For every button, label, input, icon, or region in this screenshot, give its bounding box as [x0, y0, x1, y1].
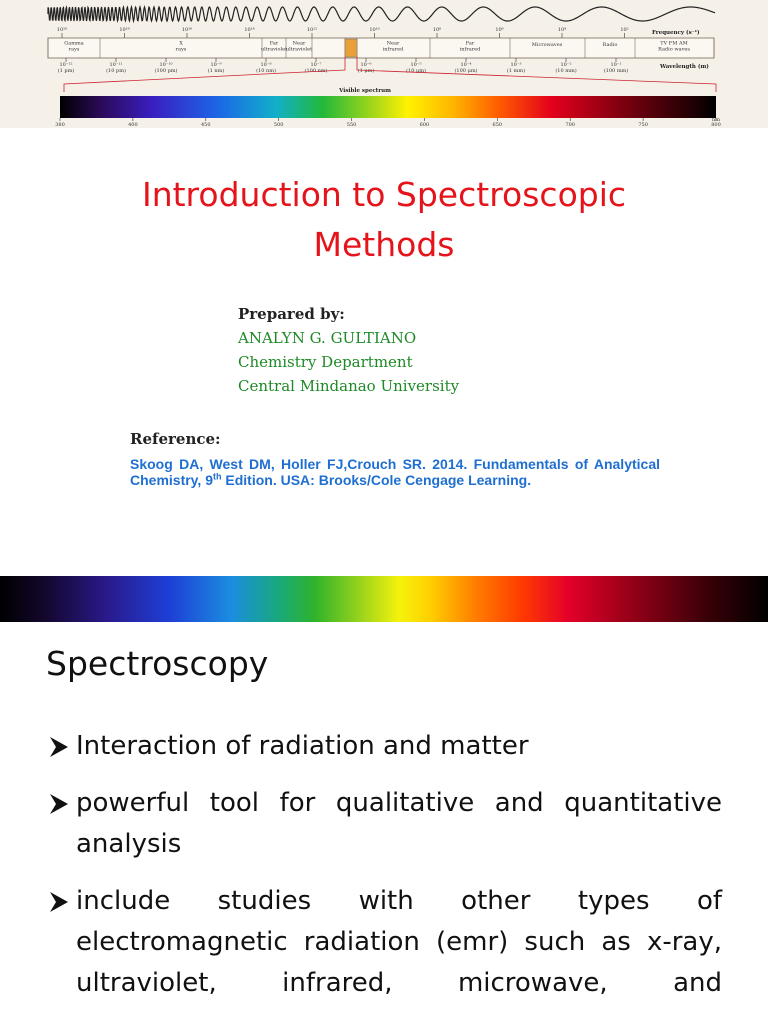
author-university: Central Mindanao University	[238, 377, 460, 395]
wavelength-tick-sublabel: (10 μm)	[406, 68, 426, 74]
prepared-by-label: Prepared by:	[238, 305, 345, 323]
region-label: Radio	[602, 42, 618, 48]
wavelength-tick-sublabel: (100 nm)	[304, 68, 328, 74]
region-label: ultraviolet	[260, 46, 288, 53]
wavelength-tick-label: 10⁻⁶	[360, 62, 372, 68]
reference-label: Reference:	[130, 430, 221, 448]
region-label: Near	[292, 40, 306, 47]
visible-tick-label: 600	[419, 122, 430, 128]
wavelength-tick-sublabel: (10 nm)	[256, 68, 276, 74]
wavelength-tick-label: 10⁻³	[510, 62, 522, 68]
wavelength-tick-label: 10⁻⁷	[310, 62, 322, 68]
spectroscopy-slide	[0, 576, 768, 1024]
region-label: X	[179, 40, 183, 47]
wavelength-tick-label: 10⁻¹²	[59, 62, 73, 68]
frequency-tick-label: 10¹⁸	[119, 27, 130, 33]
visible-spectrum-label: Visible spectrum	[339, 88, 391, 94]
wavelength-axis-label: Wavelength (m)	[660, 64, 709, 70]
wavelength-tick-sublabel: (100 pm)	[154, 68, 178, 74]
wavelength-axis	[58, 58, 629, 74]
wavelength-tick-sublabel: (100 mm)	[603, 68, 629, 74]
visible-tick-label: 750	[638, 122, 648, 128]
bullet-text: include studies with other types of electromagnetic radiation (emr) such as x-ray, ultraviolet, infrared, microwave, and	[76, 886, 722, 998]
region-label: Radio waves	[658, 46, 690, 53]
reference-text	[130, 456, 660, 488]
visible-unit-label: nm	[712, 117, 720, 123]
frequency-axis	[57, 27, 629, 38]
visible-region-marker	[345, 39, 357, 57]
wavelength-tick-label: 10⁻¹¹	[109, 62, 123, 68]
region-label: Far	[269, 40, 279, 47]
reference-superscript: th	[213, 471, 222, 482]
wavelength-tick-label: 10⁻⁴	[460, 62, 472, 68]
title-line-2: Methods	[313, 225, 455, 264]
em-spectrum-figure	[0, 0, 768, 128]
frequency-tick-label: 10⁸	[432, 27, 442, 33]
bullet-item	[46, 881, 722, 1004]
visible-tick-label: 650	[492, 122, 503, 128]
frequency-tick-label: 10¹⁴	[244, 27, 255, 33]
frequency-tick-label: 10¹⁰	[369, 27, 380, 33]
wavelength-tick-sublabel: (10 mm)	[555, 68, 577, 74]
wavelength-tick-sublabel: (100 μm)	[454, 68, 478, 74]
visible-spectrum-bar	[60, 96, 716, 118]
em-spectrum-diagram	[0, 0, 768, 128]
region-label: Microwaves	[531, 42, 563, 48]
region-label: rays	[68, 46, 80, 53]
visible-tick-label: 380	[55, 122, 65, 128]
wavelength-tick-label: 10⁻²	[560, 62, 572, 68]
reference-text-part-2: Edition. USA: Brooks/Cole Cengage Learning.	[221, 472, 532, 488]
author-department: Chemistry Department	[238, 353, 413, 371]
frequency-tick-label: 10⁴	[557, 27, 567, 33]
author-block	[238, 302, 459, 398]
frequency-tick-label: 10²	[620, 27, 629, 33]
visible-spectrum-axis	[55, 117, 721, 128]
wavelength-tick-label: 10⁻⁵	[410, 62, 422, 68]
region-label: Near	[386, 40, 400, 47]
wavelength-tick-sublabel: (1 pm)	[57, 68, 75, 74]
reference-text-part-1: Skoog DA, West DM, Holler FJ,Crouch SR. 2014. Fundamentals of Analytical Chemistry, 9	[130, 456, 660, 488]
presentation-title	[40, 170, 728, 270]
frequency-tick-label: 10⁶	[495, 27, 504, 33]
wavelength-tick-sublabel: (1 nm)	[207, 68, 225, 74]
arrow-bullet-icon	[46, 881, 74, 922]
author-name: ANALYN G. GULTIANO	[238, 329, 417, 347]
reference-block	[130, 430, 660, 488]
wavelength-tick-sublabel: (1 μm)	[357, 68, 375, 74]
wavelength-tick-label: 10⁻¹⁰	[159, 62, 173, 68]
visible-tick-label: 450	[201, 122, 211, 128]
region-label: rays	[175, 46, 187, 53]
bullet-text: Interaction of radiation and matter	[76, 731, 529, 761]
frequency-tick-label: 10²⁰	[56, 27, 68, 33]
wavelength-tick-label: 10⁻¹	[610, 62, 622, 68]
bullet-list	[46, 726, 722, 1020]
visible-tick-label: 550	[346, 122, 357, 128]
arrow-bullet-icon	[46, 726, 74, 767]
region-label: infrared	[382, 46, 404, 53]
bullet-item	[46, 726, 722, 767]
region-label: ultraviolet	[285, 46, 313, 53]
frequency-tick-label: 10¹²	[306, 27, 318, 33]
region-label: Gamma	[64, 40, 84, 47]
wavelength-tick-label: 10⁻⁹	[210, 62, 222, 68]
wavelength-tick-sublabel: (10 pm)	[106, 68, 126, 74]
region-label: Far	[465, 40, 475, 47]
region-label: TV FM AM	[660, 40, 688, 47]
wave-drawing	[48, 7, 715, 21]
arrow-bullet-icon	[46, 783, 74, 824]
region-label: infrared	[459, 46, 481, 53]
visible-tick-label: 700	[565, 122, 575, 128]
wavelength-tick-label: 10⁻⁸	[260, 62, 272, 68]
spectrum-header-bar	[0, 576, 768, 622]
visible-tick-label: 500	[273, 122, 284, 128]
frequency-tick-label: 10¹⁶	[181, 27, 193, 33]
visible-tick-label: 400	[128, 122, 138, 128]
visible-tick-label: 800	[711, 122, 721, 128]
frequency-axis-label: Frequency (s⁻¹)	[652, 30, 700, 36]
slide-title: Spectroscopy	[46, 644, 269, 683]
bullet-text: powerful tool for qualitative and quantitative analysis	[76, 788, 722, 859]
bullet-item	[46, 783, 722, 865]
title-line-1: Introduction to Spectroscopic	[141, 175, 627, 214]
wavelength-tick-sublabel: (1 mm)	[506, 68, 526, 74]
